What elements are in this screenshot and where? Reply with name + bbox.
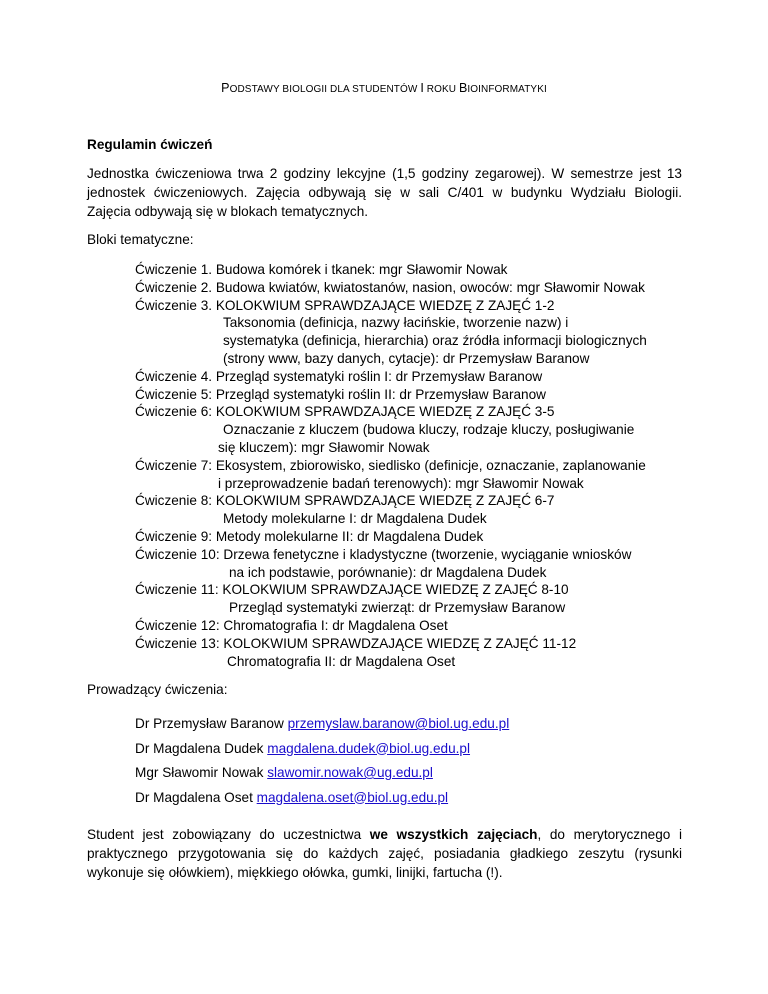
- title-part: P: [221, 81, 230, 95]
- document-title: [0, 79, 768, 99]
- block-line: i przeprowadzenie badań terenowych): mgr Sławomir Nowak: [218, 475, 584, 491]
- block-line: systematyka (definicja, hierarchia) oraz źródła informacji biologicznych: [223, 333, 647, 349]
- block-line: Ćwiczenie 8: KOLOKWIUM SPRAWDZAJĄCE WIEDZĘ Z ZAJĘĆ 6-7: [135, 493, 555, 509]
- teacher-row: [135, 737, 509, 762]
- teacher-row: [135, 712, 509, 737]
- block-line: Ćwiczenie 13: KOLOKWIUM SPRAWDZAJĄCE WIEDZĘ Z ZAJĘĆ 11-12: [135, 635, 577, 651]
- intro-line: Zajęcia odbywają się w blokach tematycznych.: [87, 204, 369, 219]
- obligations-line: praktycznego przygotowania się do każdych zajęć, posiadania gładkiego zeszytu (rysunki: [87, 846, 682, 861]
- block-line: Przegląd systematyki zwierząt: dr Przemysław Baranow: [229, 600, 566, 616]
- teacher-email-link[interactable]: magdalena.oset@biol.ug.edu.pl: [256, 789, 449, 805]
- block-line: Taksonomia (definicja, nazwy łacińskie, tworzenie nazw) i: [223, 315, 569, 331]
- block-line: na ich podstawie, porównanie): dr Magdalena Dudek: [229, 564, 547, 580]
- regulations-heading: Regulamin ćwiczeń: [87, 137, 213, 152]
- teacher-name: Mgr Sławomir Nowak: [135, 765, 264, 780]
- block-line: Ćwiczenie 7: Ekosystem, zbiorowisko, siedlisko (definicje, oznaczanie, zaplanowanie: [135, 457, 646, 473]
- block-line: Ćwiczenie 9: Metody molekularne II: dr Magdalena Dudek: [135, 528, 484, 544]
- block-line: Ćwiczenie 11: KOLOKWIUM SPRAWDZAJĄCE WIEDZĘ Z ZAJĘĆ 8-10: [135, 582, 569, 598]
- block-line: Ćwiczenie 6: KOLOKWIUM SPRAWDZAJĄCE WIEDZĘ Z ZAJĘĆ 3-5: [135, 404, 555, 420]
- teacher-row: [135, 786, 509, 811]
- teacher-name: Dr Magdalena Oset: [135, 789, 253, 805]
- block-line: Oznaczanie z kluczem (budowa kluczy, rodzaje kluczy, posługiwanie: [223, 422, 635, 438]
- title-part: ROKU: [423, 84, 459, 95]
- obligations-text: , do merytorycznego i: [537, 827, 683, 842]
- teacher-name: Dr Magdalena Dudek: [135, 740, 264, 756]
- intro-line: Jednostka ćwiczeniowa trwa 2 godziny lekcyjne (1,5 godziny zegarowej). W semestrze jest 13: [87, 166, 682, 181]
- regulations-intro: [87, 164, 682, 221]
- block-line: Ćwiczenie 3. KOLOKWIUM SPRAWDZAJĄCE WIEDZĘ Z ZAJĘĆ 1-2: [135, 297, 555, 313]
- obligations-paragraph: [87, 825, 682, 882]
- obligations-line: wykonuje się ołówkiem), miękkiego ołówka, gumki, linijki, fartucha (!).: [87, 865, 503, 880]
- obligations-line: [87, 825, 682, 844]
- block-line: Ćwiczenie 10: Drzewa fenetyczne i kladystyczne (tworzenie, wyciąganie wniosków: [135, 546, 632, 562]
- block-line: Metody molekularne I: dr Magdalena Dudek: [223, 511, 487, 527]
- block-line: Ćwiczenie 12: Chromatografia I: dr Magdalena Oset: [135, 617, 448, 633]
- block-line: Ćwiczenie 4. Przegląd systematyki roślin I: dr Przemysław Baranow: [135, 368, 543, 384]
- teachers-list: [135, 712, 509, 810]
- title-part: B: [458, 81, 468, 95]
- teacher-row: [135, 761, 509, 786]
- obligations-text: Student jest zobowiązany do uczestnictwa: [87, 827, 370, 842]
- teacher-email-link[interactable]: slawomir.nowak@ug.edu.pl: [267, 765, 433, 780]
- block-line: (strony www, bazy danych, cytacje): dr Przemysław Baranow: [223, 350, 590, 366]
- block-line: Ćwiczenie 5: Przegląd systematyki roślin II: dr Przemysław Baranow: [135, 386, 546, 402]
- teacher-email-link[interactable]: magdalena.dudek@biol.ug.edu.pl: [267, 740, 471, 756]
- obligations-emphasis: we wszystkich zajęciach: [369, 827, 538, 842]
- teacher-email-link[interactable]: przemyslaw.baranow@biol.ug.edu.pl: [287, 716, 510, 731]
- block-line: Ćwiczenie 2. Budowa kwiatów, kwiatostanów, nasion, owoców: mgr Sławomir Nowak: [135, 279, 645, 295]
- block-line: się kluczem): mgr Sławomir Nowak: [218, 439, 430, 455]
- block-line: Ćwiczenie 1. Budowa komórek i tkanek: mgr Sławomir Nowak: [135, 262, 508, 277]
- blocks-heading: Bloki tematyczne:: [87, 232, 194, 247]
- title-part: ODSTAWY BIOLOGII DLA STUDENTÓW: [229, 84, 421, 95]
- teachers-heading: Prowadzący ćwiczenia:: [87, 682, 228, 697]
- intro-line: jednostek ćwiczeniowych. Zajęcia odbywają się w sali C/401 w budynku Wydziału Biologii.: [87, 185, 682, 200]
- block-line: Chromatografia II: dr Magdalena Oset: [227, 653, 456, 669]
- title-part: IOINFORMATYKI: [467, 84, 547, 95]
- blocks-list: [135, 261, 695, 670]
- title-part: I: [420, 81, 424, 95]
- teacher-name: Dr Przemysław Baranow: [135, 716, 284, 731]
